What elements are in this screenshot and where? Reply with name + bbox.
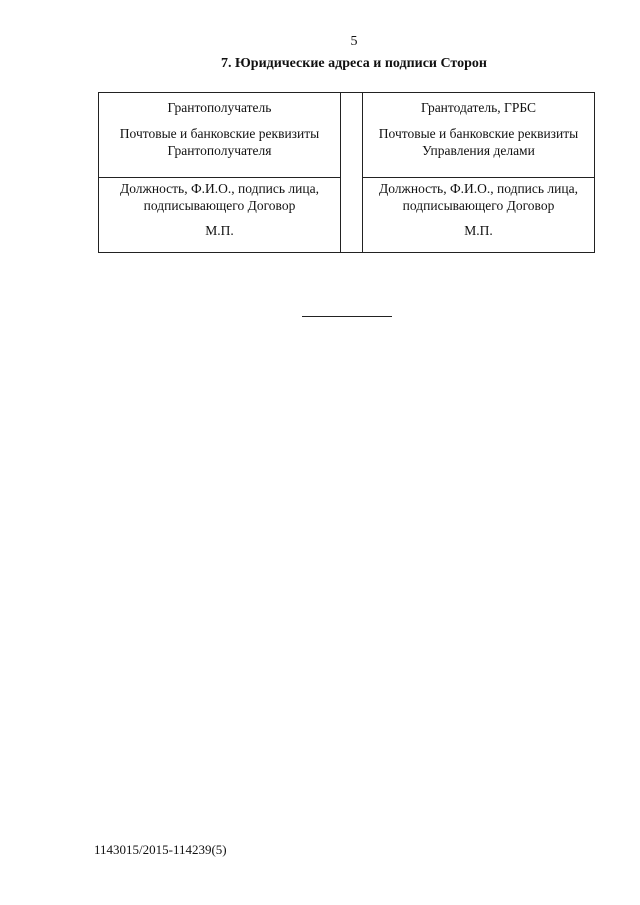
grantor-sign-line1: Должность, Ф.И.О., подпись лица, — [379, 181, 578, 196]
grantor-details-line1: Почтовые и банковские реквизиты — [378, 126, 579, 141]
grantor-sign-line2: подписывающего Договор — [402, 198, 555, 213]
grantee-role: Грантополучатель — [167, 100, 272, 115]
document-code: 1143015/2015-114239(5) — [94, 842, 227, 857]
grantor-role: Грантодатель, ГРБС — [420, 100, 537, 115]
grantee-stamp-label: М.П. — [205, 223, 234, 238]
grantee-details-cell — [99, 93, 341, 178]
section-title: 7. Юридические адреса и подписи Сторон — [221, 56, 487, 71]
grantee-details-line2: Грантополучателя — [167, 143, 272, 158]
grantor-details-line2: Управления делами — [422, 143, 535, 158]
parties-details-row — [99, 93, 595, 178]
table-gap-column — [341, 93, 363, 253]
grantee-sign-line1: Должность, Ф.И.О., подпись лица, — [120, 181, 319, 196]
grantor-signature-cell — [363, 178, 595, 253]
end-separator-line — [302, 316, 392, 317]
grantee-signature-cell — [99, 178, 341, 253]
page-number: 5 — [350, 34, 358, 49]
grantor-details-cell — [363, 93, 595, 178]
parties-table — [98, 92, 595, 253]
grantor-stamp-label: М.П. — [464, 223, 493, 238]
grantee-sign-line2: подписывающего Договор — [143, 198, 296, 213]
grantee-details-line1: Почтовые и банковские реквизиты — [119, 126, 320, 141]
